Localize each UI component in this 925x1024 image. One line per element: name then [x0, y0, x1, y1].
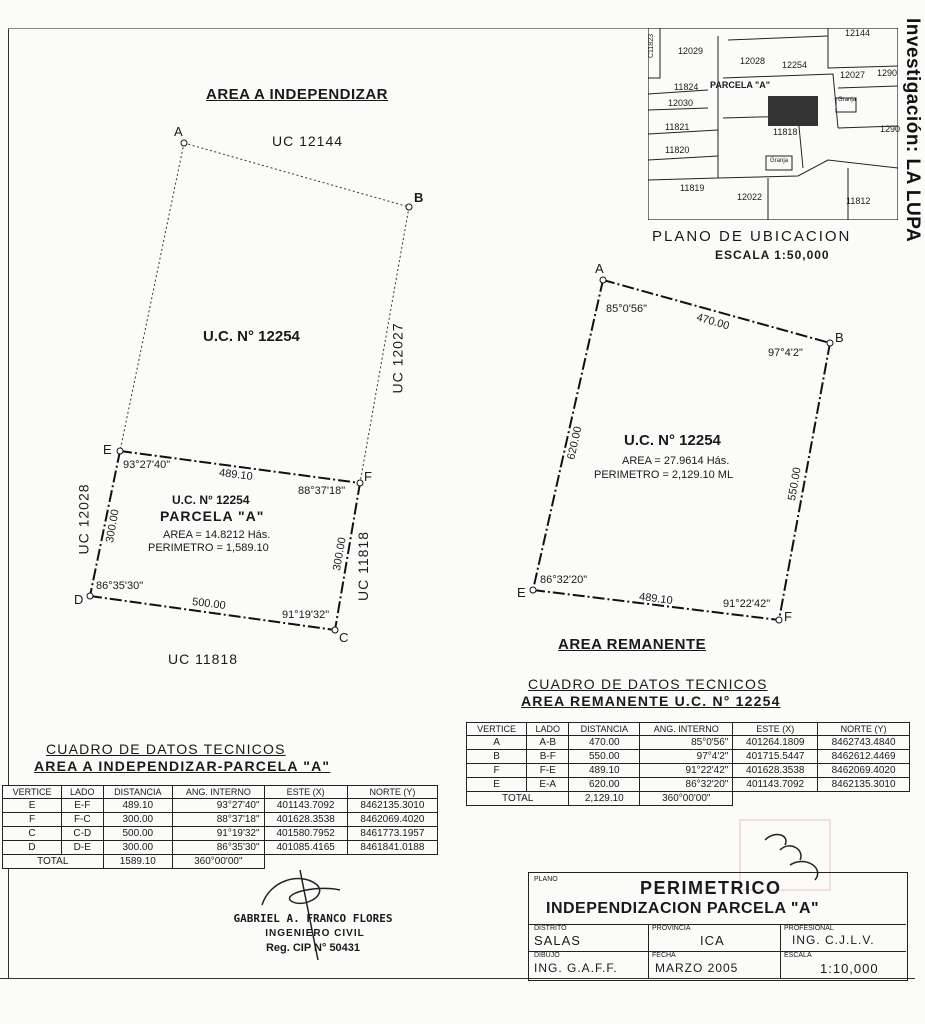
distance-cf: 300.00 — [330, 536, 349, 572]
cell: 401264.1809 — [733, 736, 818, 750]
title-block-divider-v1 — [648, 924, 649, 979]
title-block-divider-v2 — [780, 924, 781, 979]
parcel-name: PARCELA "A" — [160, 508, 265, 524]
col-header: NORTE (Y) — [818, 723, 910, 736]
loc-lot-11812: 11812 — [846, 196, 871, 206]
angle-e: 93°27'40" — [123, 459, 171, 471]
cell: E — [467, 778, 527, 792]
vertex-marker-d — [87, 593, 93, 599]
loc-lot-12030: 12030 — [668, 98, 694, 108]
rem-edge-a-e — [533, 280, 603, 590]
loc-lot-11818: 11818 — [773, 127, 798, 137]
table-row — [3, 813, 438, 827]
table-row — [467, 764, 910, 778]
vertex-label-d: D — [74, 592, 84, 607]
tb-provincia: ICA — [700, 933, 725, 948]
cell: TOTAL — [3, 855, 104, 869]
distance-dc: 500.00 — [191, 595, 227, 613]
vertex-marker-c — [332, 627, 338, 633]
rem-distance-ef: 489.10 — [638, 590, 674, 608]
cell: 8462069.4020 — [347, 813, 437, 827]
vertex-label-a: A — [174, 124, 183, 139]
rem-angle-b: 97°4'2" — [768, 347, 803, 359]
cell: C-D — [62, 827, 103, 841]
loc-lot-12254: 12254 — [782, 60, 808, 70]
col-header: LADO — [62, 786, 103, 799]
cell: 470.00 — [569, 736, 640, 750]
uc-right-label: UC 12027 — [389, 322, 406, 394]
rem-perimeter: PERIMETRO = 2,129.10 ML — [594, 469, 734, 481]
rem-angle-a: 85°0'56" — [606, 303, 647, 315]
cell: 489.10 — [569, 764, 640, 778]
sidebar-caption: Investigación: LA LUPA — [902, 18, 923, 243]
rem-area: AREA = 27.9614 Hás. — [622, 455, 730, 467]
cell: F — [3, 813, 62, 827]
tb-dibujo: ING. G.A.F.F. — [534, 961, 618, 975]
signature-name: GABRIEL A. FRANCO FLORES — [233, 912, 393, 925]
cell: 8462612.4469 — [818, 750, 910, 764]
uc-top-label: UC 12144 — [272, 133, 344, 149]
rem-vertex-marker-f — [776, 617, 782, 623]
cell: F-C — [62, 813, 103, 827]
loc-granja-1: Granja — [838, 97, 857, 103]
cell: B-F — [527, 750, 569, 764]
vertex-marker-f — [357, 480, 363, 486]
vertex-marker-a — [181, 140, 187, 146]
cell: F — [467, 764, 527, 778]
cell: 8462135.3010 — [818, 778, 910, 792]
tb-distrito: SALAS — [534, 933, 581, 948]
loc-lot-12027: 12027 — [840, 70, 866, 80]
loc-lot-c11823: C11823 — [648, 34, 655, 59]
tb-profesional-label: PROFESIONAL — [784, 925, 834, 932]
uc-bottom-label: UC 11818 — [168, 651, 239, 667]
cell: 401143.7092 — [733, 778, 818, 792]
cell — [818, 792, 910, 806]
rem-name: U.C. N° 12254 — [624, 432, 721, 449]
rem-vertex-marker-e — [530, 587, 536, 593]
table-row — [467, 778, 910, 792]
cell: 401715.5447 — [733, 750, 818, 764]
cell: E — [3, 799, 62, 813]
tb-fecha: MARZO 2005 — [655, 961, 739, 975]
cell: 401143.7092 — [264, 799, 347, 813]
table-row — [3, 827, 438, 841]
cell: 8461841.0188 — [347, 841, 437, 855]
loc-granja-2: Granja — [770, 158, 789, 164]
parcel-area: AREA = 14.8212 Hás. — [163, 529, 271, 541]
table-parcela-header-row — [3, 786, 438, 799]
cell: 8462135.3010 — [347, 799, 437, 813]
table-rem-title-1: CUADRO DE DATOS TECNICOS — [528, 676, 768, 692]
col-header: ESTE (X) — [733, 723, 818, 736]
loc-lot-11819: 11819 — [680, 183, 705, 193]
cell: E-A — [527, 778, 569, 792]
edge-a-e — [120, 143, 184, 451]
cell: 8462743.4840 — [818, 736, 910, 750]
table-row — [3, 799, 438, 813]
tb-plano-label: PLANO — [534, 876, 558, 883]
cell: 300.00 — [103, 841, 173, 855]
cell: 300.00 — [103, 813, 173, 827]
loc-lot-12028: 12028 — [740, 56, 766, 66]
cell: 489.10 — [103, 799, 173, 813]
loc-lot-1290b: 1290 — [880, 124, 901, 134]
cell: 401085.4165 — [264, 841, 347, 855]
cell: 86°35'30" — [173, 841, 264, 855]
title-block-divider-1 — [528, 924, 906, 925]
col-header: NORTE (Y) — [347, 786, 437, 799]
rem-edge-b-f — [779, 343, 830, 620]
col-header: ANG. INTERNO — [640, 723, 733, 736]
vertex-marker-e — [117, 448, 123, 454]
parcel-sub-name: U.C. N° 12254 — [172, 493, 250, 507]
parcel-main-name: U.C. N° 12254 — [203, 328, 300, 345]
cell — [347, 855, 437, 869]
loc-lot-12029: 12029 — [678, 46, 704, 56]
cell: C — [3, 827, 62, 841]
cell: D-E — [62, 841, 103, 855]
tb-escala-label: ESCALA — [784, 952, 812, 959]
cell: 85°0'56" — [640, 736, 733, 750]
loc-parcel-label: PARCELA "A" — [710, 80, 771, 90]
table-total-row — [467, 792, 910, 806]
cell: 500.00 — [103, 827, 173, 841]
cell: TOTAL — [467, 792, 569, 806]
rem-vertex-label-f: F — [784, 609, 792, 624]
cell: F-E — [527, 764, 569, 778]
cell: 550.00 — [569, 750, 640, 764]
tb-title-1: PERIMETRICO — [640, 878, 782, 898]
col-header: VERTICE — [467, 723, 527, 736]
rem-angle-f: 91°22'42" — [723, 598, 771, 610]
cell: 1589.10 — [103, 855, 173, 869]
tb-title-2: INDEPENDIZACION PARCELA "A" — [546, 900, 820, 917]
tb-profesional: ING. C.J.L.V. — [792, 933, 875, 947]
cell: 620.00 — [569, 778, 640, 792]
cell: 91°22'42" — [640, 764, 733, 778]
tb-fecha-label: FECHA — [652, 952, 676, 959]
angle-f: 88°37'18" — [298, 485, 346, 497]
cell: B — [467, 750, 527, 764]
table-total-row — [3, 855, 438, 869]
signature-title: INGENIERO CIVIL — [265, 928, 365, 939]
loc-map-title: PLANO DE UBICACION — [652, 228, 852, 245]
col-header: LADO — [527, 723, 569, 736]
loc-lot-11821: 11821 — [665, 122, 690, 132]
cell — [264, 855, 347, 869]
col-header: ESTE (X) — [264, 786, 347, 799]
cell: 88°37'18" — [173, 813, 264, 827]
cell: A — [467, 736, 527, 750]
cell — [733, 792, 818, 806]
loc-lot-12144: 12144 — [845, 28, 871, 38]
vertex-label-c: C — [339, 630, 349, 645]
cell: 360°00'00" — [173, 855, 264, 869]
col-header: ANG. INTERNO — [173, 786, 264, 799]
distance-ef: 489.10 — [218, 466, 254, 484]
vertex-label-e: E — [103, 442, 112, 457]
cell: 8462069.4020 — [818, 764, 910, 778]
col-header: DISTANCIA — [103, 786, 173, 799]
table-parcela — [2, 785, 438, 869]
cell: 91°19'32" — [173, 827, 264, 841]
rem-angle-e: 86°32'20" — [540, 574, 588, 586]
loc-lot-11820: 11820 — [665, 145, 690, 155]
cell: A-B — [527, 736, 569, 750]
loc-lot-11824: 11824 — [674, 82, 699, 92]
rem-vertex-label-e: E — [517, 585, 526, 600]
rem-vertex-marker-b — [827, 340, 833, 346]
loc-lot-1290: 1290 — [877, 68, 898, 78]
rem-distance-ae: 620.00 — [565, 425, 585, 461]
rem-distance-ab: 470.00 — [694, 311, 731, 333]
table-remanente — [466, 722, 910, 806]
rem-vertex-label-b: B — [835, 330, 844, 345]
table-row — [3, 841, 438, 855]
table-row — [467, 750, 910, 764]
signature-reg: Reg. CIP N° 50431 — [265, 942, 361, 954]
cell: 401628.3538 — [264, 813, 347, 827]
rem-vertex-marker-a — [600, 277, 606, 283]
cell: 360°00'00" — [640, 792, 733, 806]
distance-de: 300.00 — [103, 508, 122, 544]
tb-dibujo-label: DIBUJO — [534, 952, 560, 959]
cell: 86°32'20" — [640, 778, 733, 792]
cell: 401628.3538 — [733, 764, 818, 778]
rem-distance-bf: 550.00 — [785, 466, 804, 502]
table-rem-header-row — [467, 723, 910, 736]
uc-right-lower-label: UC 11818 — [355, 530, 372, 602]
table-row — [467, 736, 910, 750]
cell: 97°4'2" — [640, 750, 733, 764]
uc-left-label: UC 12028 — [75, 483, 92, 555]
parcel-perimeter: PERIMETRO = 1,589.10 — [148, 542, 269, 554]
rem-vertex-label-a: A — [595, 261, 604, 276]
loc-map-scale: ESCALA 1:50,000 — [715, 248, 830, 262]
remnant-title: AREA REMANENTE — [558, 636, 707, 653]
cell: E-F — [62, 799, 103, 813]
vertex-label-f: F — [364, 469, 372, 484]
title-block-divider-2 — [528, 951, 906, 952]
vertex-marker-b — [406, 204, 412, 210]
col-header: DISTANCIA — [569, 723, 640, 736]
cell: 8461773.1957 — [347, 827, 437, 841]
edge-a-b — [184, 143, 409, 207]
table-parcela-title-2: AREA A INDEPENDIZAR-PARCELA "A" — [34, 758, 331, 774]
tb-provincia-label: PROVINCIA — [652, 925, 691, 932]
cell: D — [3, 841, 62, 855]
parcel-diagram-title: AREA A INDEPENDIZAR — [206, 86, 389, 103]
table-parcela-title-1: CUADRO DE DATOS TECNICOS — [46, 741, 286, 757]
angle-c: 91°19'32" — [282, 609, 330, 621]
tb-distrito-label: DISTRITO — [534, 925, 567, 932]
cell: 2,129.10 — [569, 792, 640, 806]
cell: 93°27'40" — [173, 799, 264, 813]
tb-escala: 1:10,000 — [820, 961, 879, 976]
table-rem-title-2: AREA REMANENTE U.C. N° 12254 — [521, 693, 781, 709]
cell: 401580.7952 — [264, 827, 347, 841]
col-header: VERTICE — [3, 786, 62, 799]
loc-lot-12022: 12022 — [737, 192, 763, 202]
vertex-label-b: B — [414, 190, 424, 205]
angle-d: 86°35'30" — [96, 580, 144, 592]
